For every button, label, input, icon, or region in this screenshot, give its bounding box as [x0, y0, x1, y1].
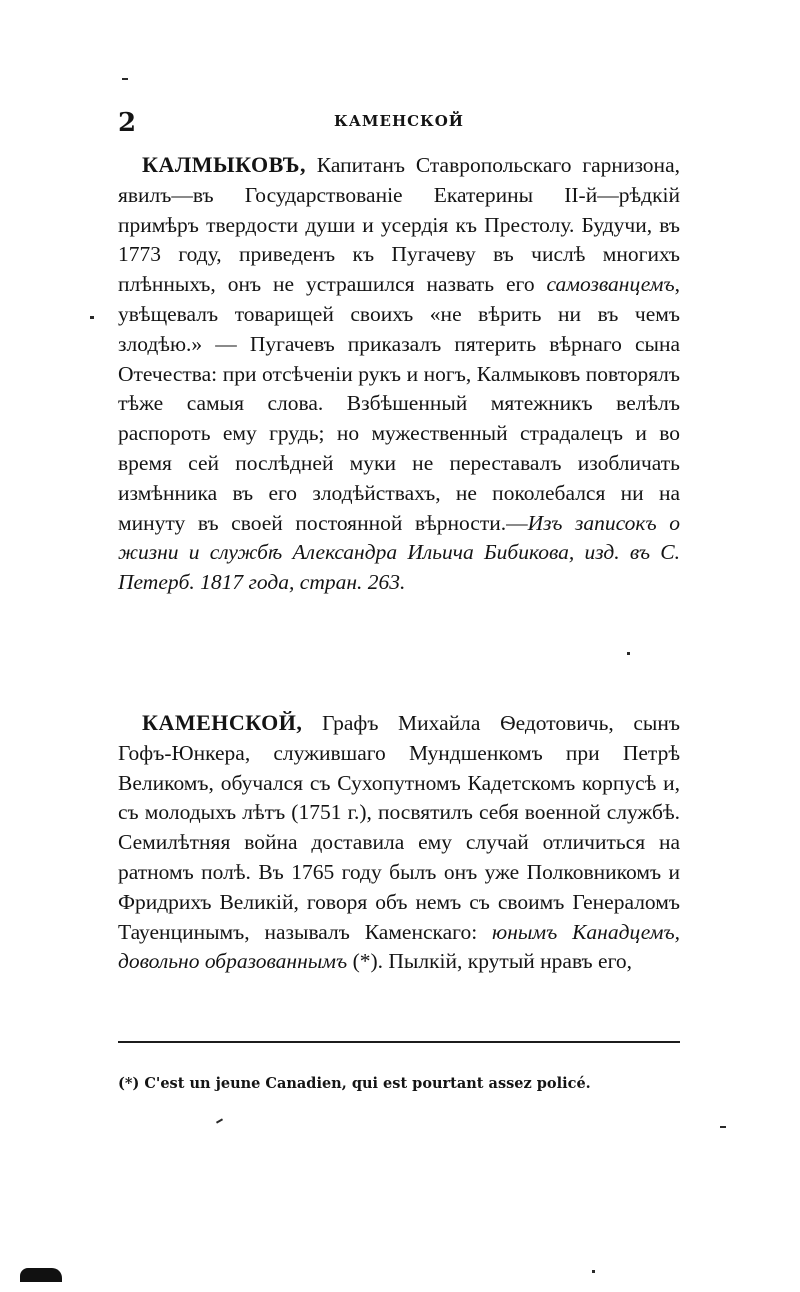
entry-paragraph: [118, 708, 680, 977]
entry-kamenskoy: [118, 708, 680, 977]
entry-emphasis: самозванцемъ: [546, 272, 675, 297]
entry-paragraph: [118, 150, 680, 598]
entry-body-continued: (*). Пылкій, крутый нравъ его,: [347, 949, 632, 974]
scan-speck: [90, 316, 94, 319]
running-title: КАМЕНСКОЙ: [334, 112, 464, 130]
scan-speck: [122, 78, 128, 80]
entry-source-citation: Изъ записокъ о жизни и службѣ Александра Ильича Бибикова, изд. въ С. Петерб. 1817 года, стран. 263.: [118, 510, 681, 595]
scan-speck: [720, 1126, 726, 1128]
entry-body-continued: , увѣщевалъ товарищей своихъ «не вѣрить ни въ чемъ злодѣю.» — Пугачевъ приказалъ пятерить вѣрнаго сына Отечества: при отсѣченіи рукъ и ногъ, Калмыковъ повторялъ тѣже самыя слова. Взбѣшенный мятежникъ велѣлъ распороть ему грудь; но мужественный страдалецъ и во время сей послѣдней муки не переставалъ изобличать измѣнника въ его злодѣйствахъ, не поколебался ни на минуту въ своей постоянной вѣрности.—: [118, 272, 680, 535]
entry-headword: КАМЕНСКОЙ,: [142, 710, 303, 735]
entry-kalmykov: [118, 150, 680, 598]
running-head: [118, 108, 680, 138]
entry-body: Графъ Михайла Ѳедотовичь, сынъ Гофъ-Юнкера, служившаго Мундшенкомъ при Петрѣ Великомъ, обучался съ Сухопутномъ Кадетскомъ корпусѣ и, съ молодыхъ лѣтъ (1751 г.), посвятилъ себя военной службѣ. Семилѣтняя война доставила ему случай отличиться на ратномъ полѣ. Въ 1765 году былъ онъ уже Полковникомъ и Фридрихъ Великій, говоря объ немъ съ своимъ Генераломъ Тауенцинымъ, называлъ Каменскаго:: [118, 711, 680, 944]
scan-speck: [216, 1118, 223, 1123]
scan-edge-mark: [20, 1268, 62, 1282]
entry-emphasis: юнымъ Канадцемъ, довольно образованнымъ: [118, 919, 680, 974]
entry-headword: КАЛМЫКОВЪ,: [142, 152, 306, 177]
entry-body: Капитанъ Ставропольскаго гарнизона, явилъ—въ Государствованіе Екатерины II-й—рѣдкій примѣръ твердости души и усердія къ Престолу. Будучи, въ 1773 году, приведенъ къ Пугачеву въ числѣ многихъ плѣнныхъ, онъ не устрашился назвать его: [118, 153, 680, 297]
footnote-rule: [118, 1041, 680, 1043]
footnote: (*) C'est un jeune Canadien, qui est pourtant assez policé.: [118, 1075, 591, 1092]
scan-speck: [592, 1270, 595, 1273]
scan-speck: [627, 652, 630, 655]
page-number: 2: [118, 108, 137, 138]
